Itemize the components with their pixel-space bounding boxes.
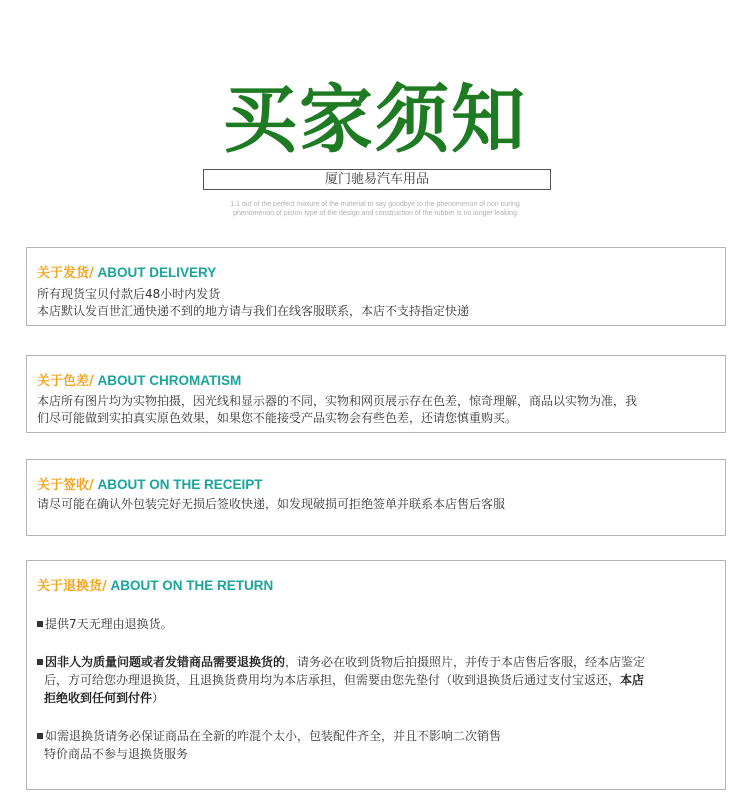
return-item-3 <box>37 727 501 746</box>
receipt-title-en: ABOUT ON THE RECEIPT <box>93 477 263 492</box>
return-item-2-line2-text: 后，方可给您办理退换货，且退换货费用均为本店承担，但需要由您先垫付（收到退换货后通过支付宝返还， <box>44 673 621 687</box>
delivery-title-en: ABOUT DELIVERY <box>93 265 217 280</box>
header <box>0 0 750 230</box>
delivery-title <box>37 262 216 281</box>
receipt-title <box>37 474 263 493</box>
chromatism-title <box>37 370 241 389</box>
return-item-2-line2 <box>44 671 644 690</box>
bullet-icon <box>37 733 43 739</box>
return-title-en: ABOUT ON THE RETURN <box>106 578 274 593</box>
chromatism-line1: 本店所有图片均为实物拍摄，因光线和显示器的不同，实物和网页展示存在色差，惊奇理解，商品以实物为准，我 <box>37 394 638 408</box>
english-tagline-line2: phenomenon of piston type of the design and construction of the rubber is no longer leaking <box>233 210 517 217</box>
english-tagline-line1: 1:1 out of the perfect mixture of the material to say goodbye to the phenomenon of non curing <box>230 201 520 208</box>
bullet-icon <box>37 621 43 627</box>
delivery-title-cn: 关于发货/ <box>37 266 94 281</box>
chromatism-line2: 们尽可能做到实拍真实原色效果，如果您不能接受产品实物会有些色差，还请您慎重购买。 <box>37 411 518 425</box>
return-title-cn: 关于退换货/ <box>37 579 107 594</box>
receipt-title-cn: 关于签收/ <box>37 478 94 493</box>
return-item-1 <box>37 615 173 634</box>
receipt-section <box>26 459 726 536</box>
return-item-4: 特价商品不参与退换货服务 <box>44 747 189 761</box>
receipt-line1: 请尽可能在确认外包装完好无损后签收快递，如发现破损可拒绝签单并联系本店售后客服 <box>37 497 506 511</box>
return-item-2-bold: 因非人为质量问题或者发错商品需要退换货的 <box>45 655 286 669</box>
delivery-line2: 本店默认发百世汇通快递不到的地方请与我们在线客服联系，本店不支持指定快递 <box>37 304 470 318</box>
return-item-2-line3-rest: ） <box>152 691 165 705</box>
delivery-line1: 所有现货宝贝付款后48小时内发货 <box>37 287 221 301</box>
page-title: 买家须知 <box>223 77 527 163</box>
chromatism-title-cn: 关于色差/ <box>37 374 94 389</box>
chromatism-title-en: ABOUT CHROMATISM <box>93 373 242 388</box>
return-item-2-line3-bold: 拒绝收到任何到付件 <box>44 691 153 705</box>
shop-name-box: 厦门驰易汽车用品 <box>203 169 551 190</box>
return-item-2-line3 <box>44 689 164 708</box>
return-item-2-rest: ，请务必在收到货物后拍摄照片，并传于本店售后客服，经本店鉴定 <box>285 655 646 669</box>
return-section <box>26 560 726 790</box>
return-title <box>37 575 273 594</box>
return-item-1-text: 提供7天无理由退换货。 <box>45 617 173 631</box>
return-item-2-line1 <box>37 653 645 672</box>
return-item-2-line2-bold: 本店 <box>620 673 645 687</box>
delivery-section <box>26 247 726 326</box>
english-tagline <box>150 200 600 218</box>
bullet-icon <box>37 659 43 665</box>
return-item-3-text: 如需退换货请务必保证商品在全新的咋混个太小，包装配件齐全，并且不影响二次销售 <box>45 729 502 743</box>
chromatism-section <box>26 355 726 433</box>
